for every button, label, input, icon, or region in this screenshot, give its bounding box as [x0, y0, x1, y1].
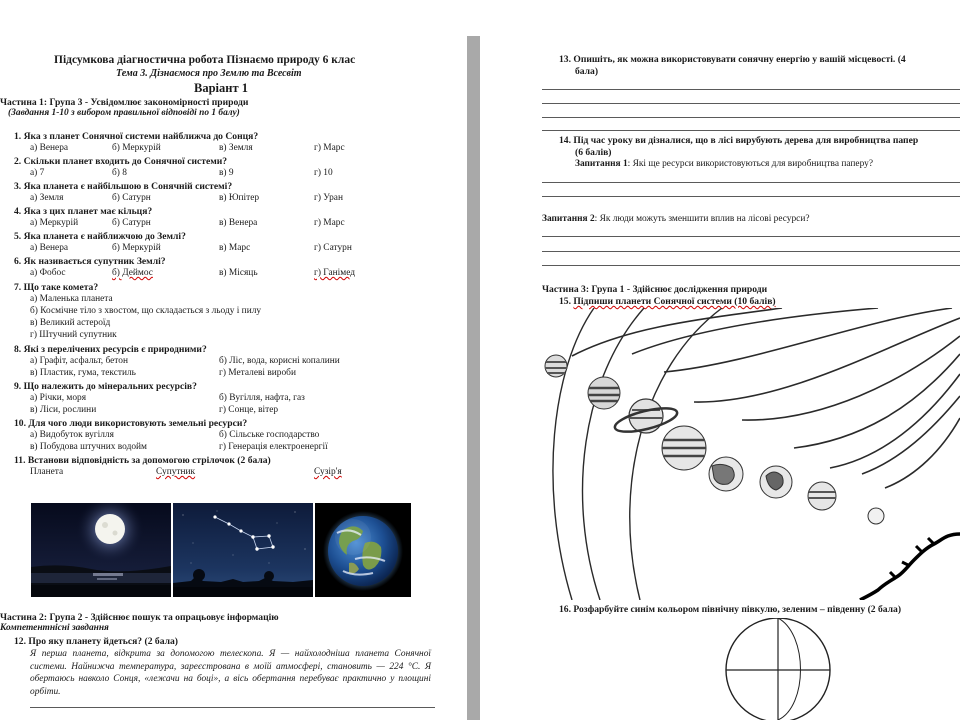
answer-option[interactable]: г) 10 — [314, 168, 333, 178]
document-title: Підсумкова діагностична робота Пізнаємо природу 6 клас — [54, 54, 356, 66]
answer-option[interactable]: б) Меркурій — [112, 143, 161, 153]
page-gutter — [467, 36, 480, 720]
answer-line[interactable] — [30, 707, 435, 708]
question-14-points: (6 балів) — [575, 147, 612, 158]
question-8: 8. Які з перелічених ресурсів є природними? — [14, 344, 207, 355]
answer-option[interactable]: а) 7 — [30, 168, 45, 178]
answer-option[interactable]: а) Венера — [30, 143, 69, 153]
answer-option[interactable]: в) Венера — [219, 218, 258, 228]
answer-option[interactable]: г) Марс — [314, 218, 345, 228]
question-15: 15. Підпиши планети Сонячної системи (10 балів) — [559, 296, 776, 307]
answer-option[interactable]: а) Меркурій — [30, 218, 79, 228]
answer-line[interactable] — [542, 196, 960, 197]
answer-option[interactable]: в) 9 — [219, 168, 234, 178]
answer-option[interactable]: в) Ліси, рослини — [30, 405, 97, 415]
worksheet-page-right — [480, 0, 960, 720]
question-2: 2. Скільки планет входить до Сонячної системи? — [14, 156, 228, 167]
question-13-points: бала) — [575, 66, 599, 77]
answer-option[interactable]: а) Фобос — [30, 268, 66, 278]
match-label-satellite: Супутник — [156, 467, 196, 477]
question-4: 4. Яка з цих планет має кільця? — [14, 206, 153, 217]
answer-option[interactable]: г) Ганімед — [314, 268, 356, 278]
solar-system-diagram — [542, 308, 960, 600]
answer-line[interactable] — [542, 103, 960, 104]
answer-option[interactable]: а) Маленька планета — [30, 294, 113, 304]
answer-option[interactable]: г) Сонце, вітер — [219, 405, 279, 415]
answer-option[interactable]: г) Уран — [314, 193, 343, 203]
question-12: 12. Про яку планету йдеться? (2 бала) — [14, 636, 178, 647]
answer-line[interactable] — [542, 89, 960, 90]
answer-option[interactable]: в) Юпітер — [219, 193, 260, 203]
answer-option[interactable]: б) Сатурн — [112, 218, 151, 228]
part2-note: Компетентнісні завдання — [0, 623, 109, 633]
part1-note: (Завдання 1-10 з вибором правильної відповіді по 1 балу) — [8, 108, 240, 118]
sun-icon — [860, 534, 960, 600]
answer-option[interactable]: в) Місяць — [219, 268, 258, 278]
part2-heading: Частина 2: Група 2 - Здійснює пошук та опрацьовує інформацію — [0, 612, 279, 623]
question-7: 7. Що таке комета? — [14, 282, 99, 293]
answer-option[interactable]: б) Сатурн — [112, 193, 151, 203]
answer-option[interactable]: а) Річки, моря — [30, 393, 87, 403]
answer-option[interactable]: в) Марс — [219, 243, 251, 253]
globe-diagram — [722, 618, 834, 720]
answer-option[interactable]: б) Сільське господарство — [219, 430, 320, 440]
question-16: 16. Розфарбуйте синім кольором північну півкулю, зеленим – південну (2 бала) — [559, 604, 902, 615]
answer-option[interactable]: г) Марс — [314, 143, 345, 153]
answer-line[interactable] — [542, 236, 960, 237]
answer-line[interactable] — [542, 130, 960, 131]
planet-icon — [808, 482, 836, 510]
answer-option[interactable]: б) Ліс, вода, корисні копалини — [219, 356, 340, 366]
question-10: 10. Для чого люди використовують земельні ресурси? — [14, 418, 248, 429]
answer-option[interactable]: а) Графіт, асфальт, бетон — [30, 356, 128, 366]
answer-option[interactable]: б) Космічне тіло з хвостом, що складається з льоду і пилу — [30, 306, 262, 316]
answer-option[interactable]: г) Штучний супутник — [30, 330, 117, 340]
answer-option[interactable]: б) Вугілля, нафта, газ — [219, 393, 305, 403]
match-label-constellation: Сузір'я — [314, 467, 342, 477]
question-14-sub2: Запитання 2: Як люди можуть зменшити вплив на лісові ресурси? — [542, 214, 810, 224]
answer-line[interactable] — [542, 117, 960, 118]
answer-option[interactable]: а) Венера — [30, 243, 69, 253]
answer-option[interactable]: б) Меркурій — [112, 243, 161, 253]
question-11: 11. Встанови відповідність за допомогою стрілочок (2 бала) — [14, 455, 271, 466]
full-moon-photo — [31, 503, 171, 597]
answer-option[interactable]: б) 8 — [112, 168, 127, 178]
part1-heading: Частина 1: Група 3 - Усвідомлює закономірності природи — [0, 97, 249, 108]
planet-icon — [545, 355, 567, 377]
answer-option[interactable]: г) Сатурн — [314, 243, 352, 253]
answer-option[interactable]: г) Металеві вироби — [219, 368, 296, 378]
question-3: 3. Яка планета є найбільшою в Сонячній системі? — [14, 181, 233, 192]
question-6: 6. Як називається супутник Землі? — [14, 256, 166, 267]
answer-option[interactable]: г) Генерація електроенергії — [219, 442, 328, 452]
saturn-icon — [613, 399, 679, 436]
question-13: 13. Опишіть, як можна використовувати сонячну енергію у вашій місцевості. (4 — [559, 54, 906, 65]
planet-icon — [588, 377, 620, 409]
answer-option[interactable]: в) Великий астероїд — [30, 318, 111, 328]
document-subtitle: Тема 3. Дізнаємося про Землю та Всесвіт — [116, 68, 302, 79]
answer-option[interactable]: а) Земля — [30, 193, 64, 203]
planet-icon — [662, 426, 706, 470]
variant-label: Варіант 1 — [194, 81, 248, 95]
answer-option[interactable]: в) Земля — [219, 143, 253, 153]
planet-icon — [868, 508, 884, 524]
part3-heading: Частина 3: Група 1 - Здійснює дослідження природи — [542, 284, 768, 295]
question-14-sub1: Запитання 1: Які ще ресурси використовуються для виробництва паперу? — [575, 159, 873, 169]
answer-line[interactable] — [542, 182, 960, 183]
question-12-text: Я перша планета, відкрита за допомогою телескопа. Я — найхолодніша планета Сонячної системи. Найнижча температура, зареєстрована в моїй атмосфері, становить — 224 °С. Я обертаюсь навколо Сонця, «лежачи на боці», а вісь обертання перебуває практично у площині орбіти. — [30, 649, 431, 697]
answer-option[interactable]: а) Видобуток вугілля — [30, 430, 114, 440]
answer-line[interactable] — [542, 251, 960, 252]
answer-option[interactable]: б) Деймос — [112, 268, 153, 278]
question-9: 9. Що належить до мінеральних ресурсів? — [14, 381, 197, 392]
answer-option[interactable]: в) Пластик, гума, текстиль — [30, 368, 136, 378]
constellation-photo — [173, 503, 313, 597]
earth-photo — [315, 503, 411, 597]
answer-line[interactable] — [542, 265, 960, 266]
answer-option[interactable]: в) Побудова штучних водойм — [30, 442, 147, 452]
question-1: 1. Яка з планет Сонячної системи найближча до Сонця? — [14, 131, 259, 142]
question-14: 14. Під час уроку ви дізналися, що в лісі вирубують дерева для виробництва папер — [559, 135, 919, 146]
match-label-planet: Планета — [30, 467, 64, 477]
worksheet-page-left — [0, 0, 467, 720]
planet-icon — [709, 457, 743, 491]
question-5: 5. Яка планета є найближчою до Землі? — [14, 231, 186, 242]
planet-icon — [760, 466, 792, 498]
